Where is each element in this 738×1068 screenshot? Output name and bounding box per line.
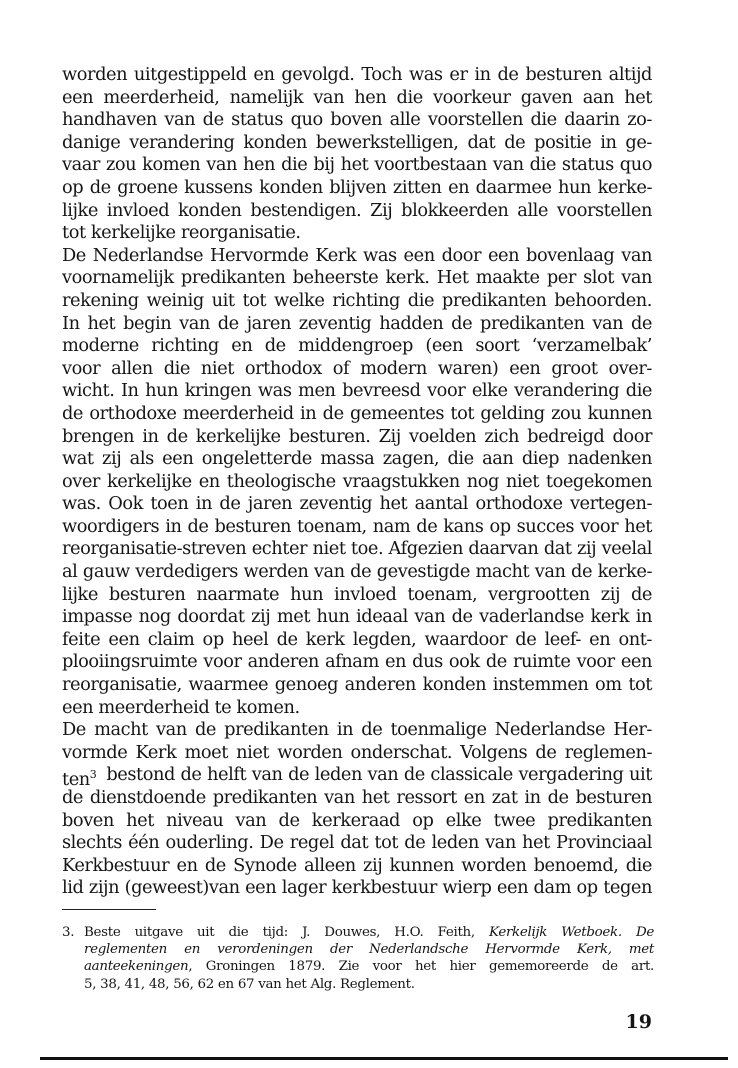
- text-line: op de groene kussens konden blijven zitten en daarmee hun kerke-: [62, 176, 652, 198]
- main-text: [62, 64, 652, 900]
- text-line: slechts één ouderling. De regel dat tot de leden van het Provinciaal: [62, 832, 652, 854]
- footnote-number: 3.: [62, 925, 75, 940]
- footnote-line: 5, 38, 41, 48, 56, 62 en 67 van het Alg. Reglement.: [84, 976, 415, 992]
- text-line: lijke invloed konden bestendigen. Zij blokkeerden alle voorstellen: [62, 199, 652, 221]
- footnote-line: [62, 941, 654, 958]
- text-line: Kerkbestuur en de Synode alleen zij kunnen worden benoemd, die: [62, 854, 652, 876]
- text-fragment: bestond de helft van de leden van de classicale vergadering uit: [106, 764, 652, 786]
- text-line: over kerkelijke en theologische vraagstukken nog niet toegekomen: [62, 470, 652, 492]
- text-line: worden uitgestippeld en gevolgd. Toch was er in de besturen altijd: [62, 64, 652, 85]
- page-bottom-border: [40, 1057, 728, 1060]
- text-line: feite een claim op heel de kerk legden, waardoor de leef- en ont-: [62, 628, 652, 650]
- text-line: wicht. In hun kringen was men bevreesd voor elke verandering die: [62, 380, 652, 402]
- text-line: voor allen die niet orthodox of modern waren) een groot over-: [62, 357, 652, 379]
- text-line: impasse nog doordat zij met hun ideaal van de vaderlandse kerk in: [62, 606, 652, 628]
- footnote-line: [62, 958, 654, 975]
- text-line: woordigers in de besturen toenam, nam de kans op succes voor het: [62, 515, 652, 537]
- text-line: was. Ook toen in de jaren zeventig het aantal orthodoxe vertegen-: [62, 493, 652, 515]
- footnote-divider: [62, 909, 156, 910]
- text-line-with-footnote-ref: [62, 764, 652, 791]
- text-line: voornamelijk predikanten beheerste kerk. Het maakte per slot van: [62, 267, 652, 289]
- text-line: de dienstdoende predikanten van het ressort en zat in de besturen: [62, 787, 652, 808]
- text-line: lid zijn (geweest)van een lager kerkbestuur wierp een dam op tegen: [62, 877, 652, 899]
- text-line: lijke besturen naarmate hun invloed toenam, vergrootten zij de: [62, 583, 652, 605]
- text-line: de orthodoxe meerderheid in de gemeentes tot gelding zou kunnen: [62, 402, 652, 424]
- text-line: rekening weinig uit tot welke richting die predikanten behoorden.: [62, 289, 652, 311]
- text-line: De macht van de predikanten in de toenmalige Nederlandse Her-: [62, 719, 652, 741]
- footnote-title: Kerkelijk Wetboek. De: [488, 925, 655, 940]
- footnote-reference[interactable]: 3: [89, 768, 97, 782]
- footnote-title: aanteekeningen: [84, 959, 189, 975]
- text-line: vaar zou komen van hen die bij het voortbestaan van die status quo: [62, 154, 652, 176]
- text-line: reorganisatie-streven echter niet toe. Afgezien daarvan dat zij veelal: [62, 538, 652, 560]
- text-line: een meerderheid te komen.: [62, 696, 300, 718]
- text-line: De Nederlandse Hervormde Kerk was een door een bovenlaag van: [62, 244, 652, 266]
- text-line: al gauw verdedigers werden van de gevestigde macht van de kerke-: [62, 561, 652, 583]
- text-line: danige verandering konden bewerkstelligen, dat de positie in ge-: [62, 131, 652, 153]
- footnote-line: [62, 924, 654, 941]
- text-fragment: ten: [62, 769, 90, 791]
- text-line: tot kerkelijke reorganisatie.: [62, 222, 301, 244]
- footnote: [62, 924, 654, 993]
- text-line: plooiingsruimte voor anderen afnam en dus ook de ruimte voor een: [62, 651, 652, 673]
- footnote-text: , Groningen 1879. Zie voor het hier gememoreerde de art.: [188, 959, 654, 975]
- text-line: vormde Kerk moet niet worden onderschat. Volgens de reglemen-: [62, 741, 652, 763]
- text-line: boven het niveau van de kerkeraad op elke twee predikanten: [62, 809, 652, 831]
- text-line: In het begin van de jaren zeventig hadden de predikanten van de: [62, 312, 652, 334]
- text-line: reorganisatie, waarmee genoeg anderen konden instemmen om tot: [62, 674, 652, 696]
- text-line: brengen in de kerkelijke besturen. Zij voelden zich bedreigd door: [62, 425, 652, 447]
- text-line: een meerderheid, namelijk van hen die voorkeur gaven aan het: [62, 86, 652, 108]
- text-line: wat zij als een ongeletterde massa zagen, die aan diep nadenken: [62, 448, 652, 470]
- text-line: moderne richting en de middengroep (een soort ‘verzamelbak’: [62, 335, 652, 357]
- footnote-text: Beste uitgave uit die tijd: J. Douwes, H.O. Feith,: [84, 925, 489, 940]
- text-line: handhaven van de status quo boven alle voorstellen die daarin zo-: [62, 109, 652, 131]
- footnote-title: reglementen en verordeningen der Nederlandsche Hervormde Kerk, met: [84, 942, 654, 958]
- page-number: 19: [625, 1011, 652, 1033]
